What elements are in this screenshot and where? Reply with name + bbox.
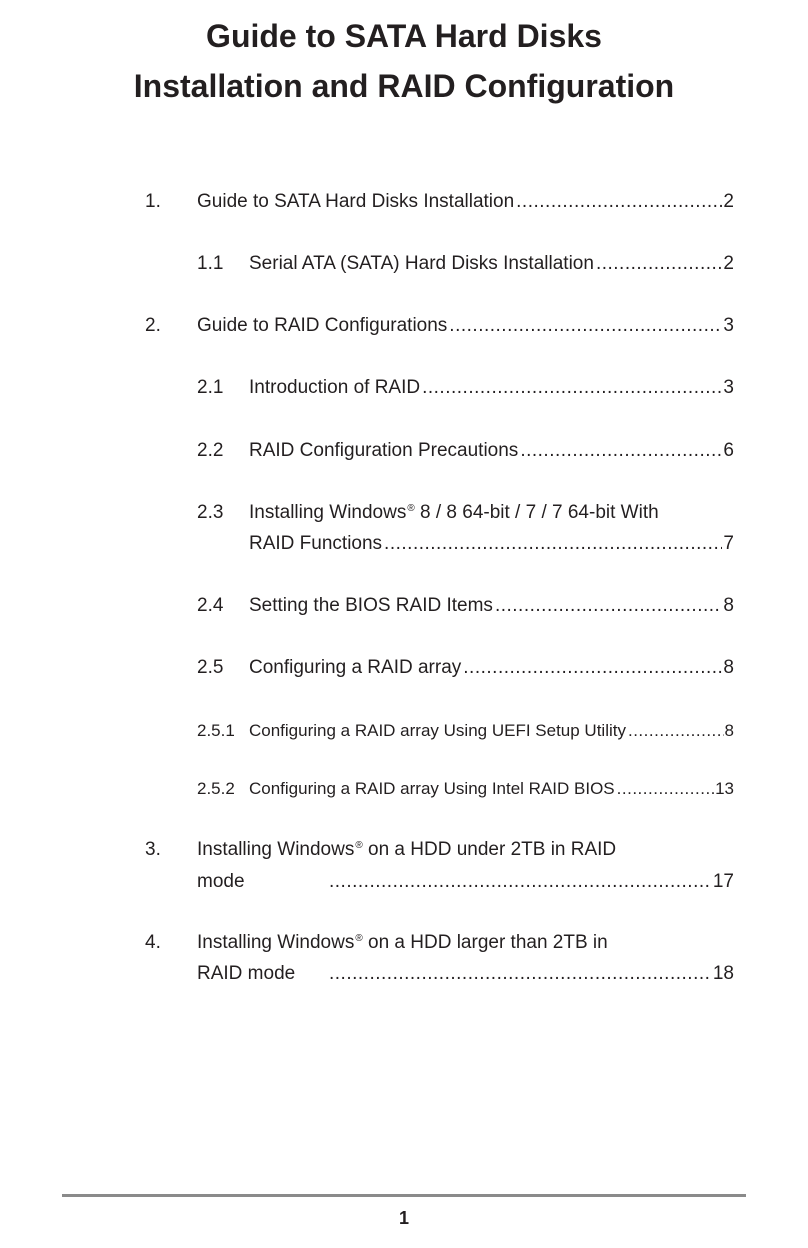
toc-number: 2.5: [197, 657, 224, 678]
toc-leader: [422, 376, 722, 400]
toc-page: 8: [724, 721, 734, 740]
toc-number: 3.: [145, 839, 161, 860]
toc-label-part: on a HDD larger than 2TB in: [362, 932, 608, 953]
registered-mark: ®: [355, 933, 363, 944]
toc-page: 8: [723, 657, 734, 678]
toc-label-line-2: RAID mode: [197, 963, 296, 984]
toc-label-line-2: mode: [197, 871, 245, 892]
page-number: 1: [398, 1208, 409, 1228]
toc-label-part: on a HDD under 2TB in RAID: [362, 839, 617, 860]
toc-label: Setting the BIOS RAID Items: [249, 595, 493, 616]
toc-page: 18: [712, 963, 734, 984]
toc-label-line-2: RAID Functions: [249, 533, 383, 554]
toc-page: 6: [723, 440, 734, 461]
toc-leader: [628, 719, 724, 743]
toc-label-line-1: [197, 838, 616, 862]
footer-rule: [62, 1194, 746, 1197]
registered-mark: ®: [355, 840, 363, 851]
toc-leader: [617, 777, 714, 801]
toc-number: 2.5.2: [197, 779, 235, 798]
toc-entry-3[interactable]: [145, 838, 734, 894]
toc-leader: [516, 190, 722, 214]
toc-leader: [495, 594, 722, 618]
document-title-line-2: Installation and RAID Configuration: [133, 68, 675, 104]
toc-label: Introduction of RAID: [249, 377, 421, 398]
toc-leader: [384, 532, 722, 556]
toc-label: Guide to SATA Hard Disks Installation: [197, 191, 515, 212]
toc-label: Configuring a RAID array Using UEFI Setup Utility: [249, 721, 626, 740]
toc-label-part: Installing Windows: [249, 502, 407, 523]
toc-page: 8: [723, 595, 734, 616]
toc-number: 2.1: [197, 377, 224, 398]
document-title-line-1: Guide to SATA Hard Disks: [206, 18, 602, 54]
toc-leader: [329, 870, 712, 894]
toc-leader: [596, 252, 722, 276]
toc-page: 2: [723, 191, 734, 212]
toc-label: Serial ATA (SATA) Hard Disks Installation: [249, 253, 594, 274]
toc-number: 2.: [145, 315, 161, 336]
toc-label: Configuring a RAID array: [249, 657, 462, 678]
toc-label-line-1: [249, 501, 659, 525]
toc-leader: [329, 962, 712, 986]
toc-page: 13: [715, 779, 734, 798]
toc-leader: [463, 656, 722, 680]
toc-number: 1.: [145, 191, 161, 212]
toc-number: 2.2: [197, 440, 224, 461]
toc-entry-4[interactable]: [145, 931, 734, 987]
toc-entry-2-3[interactable]: [197, 501, 734, 557]
toc-label-part: Installing Windows: [197, 932, 355, 953]
toc-label: RAID Configuration Precautions: [249, 440, 519, 461]
toc-page: 2: [723, 253, 734, 274]
toc-number: 2.5.1: [197, 721, 235, 740]
toc-label: Configuring a RAID array Using Intel RAID BIOS: [249, 779, 615, 798]
toc-leader: [520, 439, 722, 463]
toc-number: 1.1: [197, 253, 224, 274]
toc-label-part: Installing Windows: [197, 839, 355, 860]
toc-page: 3: [723, 377, 734, 398]
registered-mark: ®: [407, 503, 415, 514]
toc-page: 7: [723, 533, 734, 554]
toc-label-part: 8 / 8 64-bit / 7 / 7 64-bit With: [414, 502, 659, 523]
toc-leader: [449, 314, 722, 338]
toc-number: 2.3: [197, 502, 224, 523]
toc-number: 4.: [145, 932, 161, 953]
toc-label-line-1: [197, 931, 608, 955]
toc-page: 17: [712, 871, 734, 892]
toc-number: 2.4: [197, 595, 224, 616]
toc-label: Guide to RAID Configurations: [197, 315, 448, 336]
toc-page: 3: [723, 315, 734, 336]
